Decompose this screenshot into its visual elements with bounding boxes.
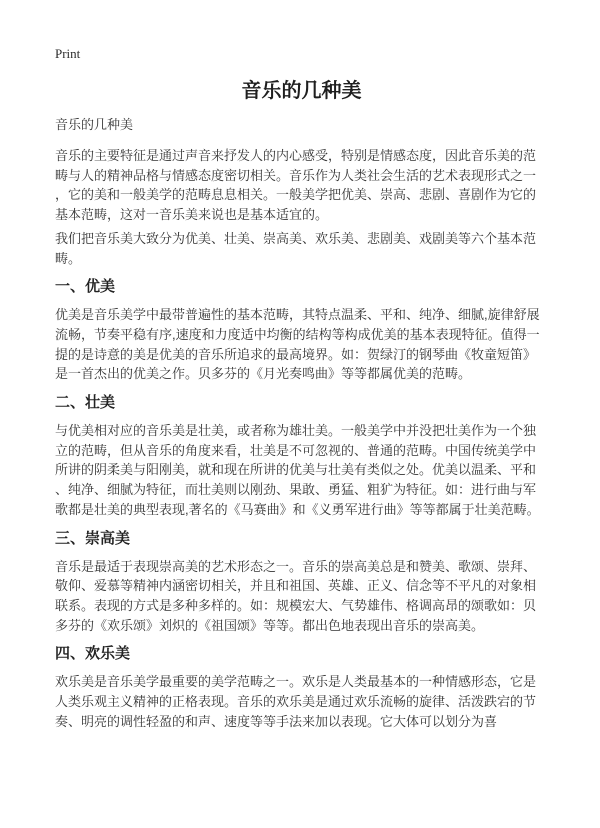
section-youmei — [55, 276, 548, 384]
section-body-zhuangmei: 与优美相对应的音乐美是壮美，或者称为雄壮美。一般美学中并没把壮美作为一个独立的范畴，但从音乐的角度来看，壮美是不可忽视的、普通的范畴。中国传统美学中所讲的阴柔美与阳刚美，就和现在所讲的优美与壮美有类似之处。优美以温柔、平和、纯净、细腻为特征，而壮美则以刚劲、果敢、勇猛、粗犷为特征。如：进行曲与军歌都是壮美的典型表现,著名的《马赛曲》和《义勇军进行曲》等等都属于壮美范畴。 — [55, 423, 540, 517]
section-body-chonggaomei: 音乐是最适于表现崇高美的艺术形态之一。音乐的崇高美总是和赞美、歌颂、崇拜、敬仰、爱慕等精神内涵密切相关，并且和祖国、英雄、正义、信念等不平凡的对象相联系。表现的方式是多种多样的。如：规模宏大、气势雄伟、格调高昂的颂歌如：贝多芬的《欢乐颂》刘炽的《祖国颂》等等。都出色地表现出音乐的崇高美。 — [55, 558, 537, 633]
section-body-huanlemei: 欢乐美是音乐美学最重要的美学范畴之一。欢乐是人类最基本的一种情感形态，它是人类乐观主义精神的正格表现。音乐的欢乐美是通过欢乐流畅的旋律、活泼跌宕的节奏、明亮的调性轻盈的和声、速度等等手法来加以表现。它大体可以划分为喜 — [55, 674, 537, 729]
intro-paragraph-2: 我们把音乐美大致分为优美、壮美、崇高美、欢乐美、悲剧美、戏剧美等六个基本范畴。 — [55, 230, 537, 266]
section-zhuangmei — [55, 392, 548, 520]
section-heading-chonggaomei: 三、崇高美 — [55, 529, 131, 547]
document-content — [0, 46, 600, 731]
section-heading-zhuangmei: 二、壮美 — [55, 394, 116, 412]
section-chonggaomei — [55, 528, 548, 636]
document-subtitle: 音乐的几种美 — [55, 117, 134, 132]
section-heading-huanlemei: 四、欢乐美 — [55, 645, 131, 663]
section-body-youmei: 优美是音乐美学中最带普遍性的基本范畴，其特点温柔、平和、纯净、细腻,旋律舒展流畅，节奏平稳有序,速度和力度适中均衡的结构等构成优美的基本表现特征。值得一提的是诗意的美是优美的音乐所追求的最高境界。如：贺绿汀的钢琴曲《牧童短笛》是一首杰出的优美之作。贝多芬的《月光奏鸣曲》等等都属优美的范畴。 — [55, 307, 540, 382]
intro-paragraph-1: 音乐的主要特征是通过声音来抒发人的内心感受，特别是情感态度，因此音乐美的范畴与人的精神品格与情感态度密切相关。音乐作为人类社会生活的艺术表现形式之一，它的美和一般美学的范畴息息相关。一般美学把优美、崇高、悲剧、喜剧作为它的基本范畴，这对一音乐美来说也是基本适宜的。 — [55, 148, 537, 223]
print-link[interactable]: Print — [55, 46, 81, 61]
section-heading-youmei: 一、优美 — [55, 278, 116, 296]
document-title: 音乐的几种美 — [241, 80, 362, 102]
section-huanlemei — [55, 643, 548, 731]
